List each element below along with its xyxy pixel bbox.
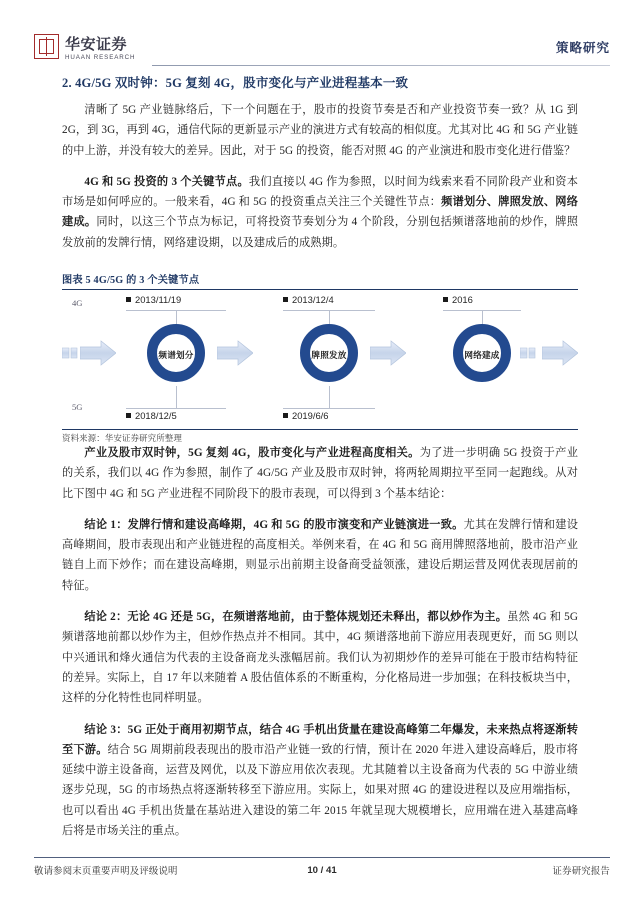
body-content-top: [62, 100, 578, 264]
node-2-date-5g-text: 2019/6/6: [292, 410, 329, 421]
paragraph-conclusion-3: [62, 720, 578, 842]
arrow-1-icon: [217, 340, 253, 366]
generation-label-4g: 4G: [72, 298, 83, 308]
node-2-date-5g: [283, 410, 329, 421]
lead-conclusion-1: 结论 1：发牌行情和建设高峰期，4G 和 5G 的股市演变和产业链演进一致。: [84, 518, 464, 531]
brand-logo: [34, 34, 135, 61]
seal-icon: [34, 34, 59, 59]
node-3-date-4g: [443, 294, 473, 305]
bullet-square-icon: [126, 297, 131, 302]
paragraph-dual-clock: [62, 443, 578, 504]
text-conclusion-3: 结合 5G 周期前段表现出的股市沿产业链一致的行情，预计在 2020 年进入建设高峰后，股市将延续中游主设备商，运营及网优，以及下游应用依次表现。尤其随着以主设备商为代表的 5G 中游业绩逐步兑现，5G 的市场热点将逐渐转移至下游应用。实际上，如果对照 4G 的建设进程以及应用端指标，也可以看出 4G 手机出货量在基站进入建设的第二年 2015 年就呈现大规模增长，应用端在进入基建高峰后将是市场关注的重点。: [62, 743, 579, 838]
bold-node-names: 频谱划分、牌照发放、网络建成。: [62, 196, 578, 229]
node-1-date-4g-text: 2013/11/19: [135, 294, 182, 305]
node-2-label: 牌照发放: [311, 350, 347, 360]
page-footer: [34, 857, 610, 877]
text-three-nodes-a: 我们直接以 4G 作为参照，以时间为线索来看不同阶段产业和资本市场是如何呼应的。一般来看，4G 和 5G 的投资重点关注三个关键性节点：: [62, 175, 578, 209]
node-1-label: 频谱划分: [158, 350, 194, 360]
node-3-label: 网络建成: [464, 350, 500, 360]
arrow-2-icon: [370, 340, 406, 366]
node-2-stem-5g: [329, 386, 330, 408]
node-1-date-5g: [126, 410, 177, 421]
paragraph-conclusion-1: [62, 515, 578, 596]
paragraph-intro: 清晰了 5G 产业链脉络后，下一个问题在于，股市的投资节奏是否和产业投资节奏一致？从 1G 到 2G，到 3G，再到 4G，通信代际的更新显示产业的演进方式有较高的相似度。尤其对比 4G 和 5G 产业链的中上游，并没有较大的差异。因此，对于 5G 的投资，能否对照 4G 的产业演进和股市变化进行借鉴？: [62, 104, 578, 157]
node-1-stem-5g: [176, 386, 177, 408]
lead-dual-clock: 产业及股市双时钟，5G 复刻 4G，股市变化与产业进程高度相关。: [84, 447, 420, 459]
footer-report-label: 证券研究报告: [552, 867, 610, 877]
brand-name-cn: 华安证券: [65, 36, 128, 53]
bullet-square-icon: [283, 413, 288, 418]
page-number: 10 / 41: [307, 864, 337, 876]
paragraph-conclusion-2: [62, 607, 578, 708]
page-header: [34, 34, 610, 78]
text-dual-clock: 为了进一步明确 5G 投资于产业的关系，我们以 4G 作为参照，制作了 4G/5G 产业及股市双时钟，将两轮周期拉平至同一起跑线。从对比下图中 4G 和 5G 产业进程不同阶段下的股市表现，可以得到 3 个基本结论：: [62, 447, 578, 500]
bullet-square-icon: [126, 413, 131, 418]
arrow-0-icon: [80, 340, 116, 366]
lead-three-nodes: 4G 和 5G 投资的 3 个关键节点。: [84, 175, 249, 188]
text-three-nodes-b: 同时，以这三个节点为标记，可将投资节奏划分为 4 个阶段，分别包括频谱落地前的炒作，牌照发放前的发牌行情，网络建设期，以及建成后的成熟期。: [62, 216, 578, 249]
node-1-date-4g: [126, 294, 181, 305]
figure-block: [62, 271, 578, 444]
text-conclusion-2: 虽然 4G 和 5G 频谱落地前都以炒作为主，但炒作热点并不相同。其中，4G 频谱落地前下游应用表现更好，而 5G 则以中兴通讯和烽火通信为代表的主设备商龙头涨幅居前。我们认为初期炒作的差异可能在于股市结构特征的差异。实际上，自 17 年以来随着 A 股估值体系的不断重构，分化格局进一步加强；在科技板块当中，这样的分化特性也同样明显。: [62, 611, 578, 705]
header-category-label: 策略研究: [555, 41, 610, 55]
section-heading: 2. 4G/5G 双时钟：5G 复刻 4G，股市变化与产业进程基本一致: [62, 76, 409, 90]
body-content-bottom: [62, 443, 578, 852]
lead-conclusion-3: 结论 3：5G 正处于商用初期节点，结合 4G 手机出货量在建设高峰第二年爆发，未来热点将逐渐转至下游。: [62, 723, 578, 756]
arrow-stub-right-icon: [520, 345, 542, 361]
text-conclusion-1: 尤其在发牌行情和建设高峰期间，股市表现出和产业链进程的高度相关。举例来看，在 4G 和 5G 商用牌照落地前，股市沿产业链自上而下炒作；而在建设高峰期，则显示出前期主设备商受益领涨，建设后期运营及网优表现居前的特征。: [62, 518, 578, 592]
node-2-date-4g-text: 2013/12/4: [292, 294, 334, 305]
node-2-rule-5g: [283, 408, 375, 409]
brand-name-en: HUAAN RESEARCH: [65, 53, 136, 61]
header-divider: [152, 65, 610, 66]
node-3-date-4g-text: 2016: [452, 294, 473, 305]
node-2-date-4g: [283, 294, 334, 305]
footer-disclaimer: 敬请参阅末页重要声明及评级说明: [34, 867, 178, 877]
figure-source: 资料来源：华安证券研究所整理: [62, 429, 578, 444]
generation-label-5g: 5G: [72, 402, 83, 412]
brand-text: [65, 38, 135, 61]
node-1-date-5g-text: 2018/12/5: [135, 410, 177, 421]
node-1-rule-5g: [126, 408, 226, 409]
figure-diagram: [62, 290, 578, 429]
paragraph-three-nodes: [62, 172, 578, 253]
bullet-square-icon: [443, 297, 448, 302]
lead-conclusion-2: 结论 2：无论 4G 还是 5G，在频谱落地前，由于整体规划还未释出，都以炒作为主。: [84, 611, 508, 624]
figure-caption: 图表 5 4G/5G 的 3 个关键节点: [62, 271, 578, 290]
arrow-3-icon: [542, 340, 578, 366]
bullet-square-icon: [283, 297, 288, 302]
